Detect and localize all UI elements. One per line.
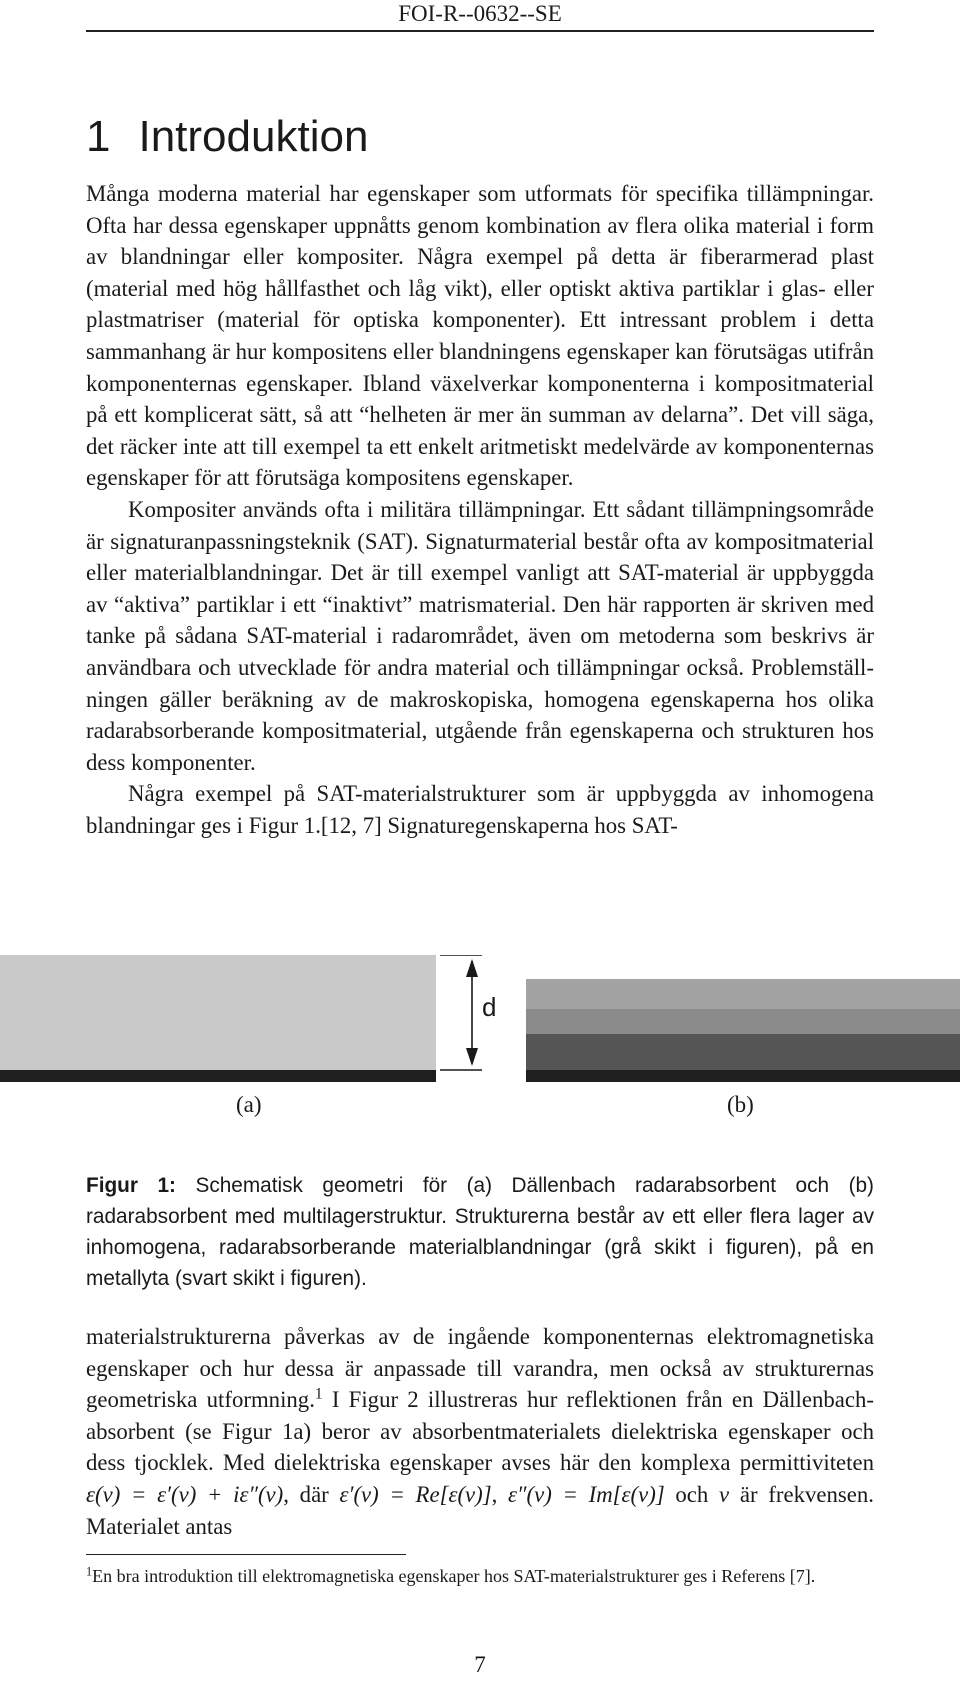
body-text-lower bbox=[86, 1321, 874, 1542]
section-heading bbox=[86, 112, 368, 162]
subfigure-label-b: (b) bbox=[727, 1092, 754, 1117]
metal-layer-a bbox=[0, 1070, 436, 1082]
absorber-layer-b-top bbox=[526, 979, 960, 1009]
figure-1-diagram bbox=[0, 955, 960, 1085]
paragraph-3: Några exempel på SAT-materialstrukturer som är uppbyggda av inhomogena blandningar ges i Figur 1.[12, 7] Signaturegenskaperna hos SAT- bbox=[86, 781, 874, 838]
paragraph-4-text-d: , bbox=[491, 1481, 509, 1507]
formula-imag-part: ε″(ν) = Im[ε(ν)] bbox=[508, 1481, 665, 1507]
page-number: 7 bbox=[474, 1652, 486, 1677]
caption-text: Schematisk geometri för (a) Dällenbach radarabsorbent och (b) radarabsorbent med multilagerstruktur. Strukturerna består av ett eller flera lager av inhomogena, radarabsorberande materialblandningar (grå skikt i figuren), på en metallyta (svart skikt i figuren). bbox=[86, 1174, 874, 1290]
section-number: 1 bbox=[86, 112, 111, 161]
body-text-upper bbox=[86, 178, 874, 841]
dimension-arrowhead-up bbox=[466, 959, 478, 977]
paragraph-1: Många moderna material har egenskaper som utformats för specifika tillämpningar. Ofta har dessa egenskaper uppnåtts genom kombination av flera olika material i form av blandningar eller kompositer. Några exempel på detta är fiberarmerad plast (material med hög hållfasthet och låg vikt), eller optiskt aktiva partiklar i glas- eller plastmatriser (material för optiska komponenter). Ett intressant problem i detta sammanhang är hur kompositens eller blandningens egenskaper kan förutsägas utifrån komponenternas egenskaper. Ibland växelverkar komponenterna i kompositmaterial på ett komplicerat sätt, så att “helheten är mer än summan av delarna”. Det vill säga, det räcker inte att till exempel ta ett enkelt aritmetiskt medelvärde av komponenternas egenskaper för att förutsäga kompositens egenskaper. bbox=[86, 181, 874, 491]
paragraph-4-text-b: I Figur 2 illustreras hur reflektionen från en Dällenbach-absorbent (se Figur 1a) beror av absorbentmaterialets dielektriska egenskaper och dess tjocklek. Med dielektriska egenskaper avses här den komplexa permittiviteten bbox=[86, 1387, 874, 1476]
footnote bbox=[86, 1562, 874, 1590]
footnote-ref: 1 bbox=[314, 1385, 323, 1403]
running-header bbox=[86, 0, 874, 32]
absorber-layer-b-mid bbox=[526, 1009, 960, 1034]
paragraph-4 bbox=[86, 1321, 874, 1542]
figure-caption bbox=[86, 1170, 874, 1294]
dimension-arrowhead-down bbox=[466, 1048, 478, 1066]
dimension-label: d bbox=[482, 992, 497, 1022]
absorber-layer-a bbox=[0, 955, 436, 1070]
formula-real-part: ε′(ν) = Re[ε(ν)] bbox=[339, 1481, 492, 1507]
paragraph-4-text-e: och bbox=[664, 1481, 720, 1507]
paragraph-4-text-f: är frekvensen. Materialet antas bbox=[86, 1481, 874, 1539]
caption-label: Figur 1: bbox=[86, 1174, 176, 1197]
subfigure-label-a: (a) bbox=[236, 1092, 262, 1117]
absorber-layer-b-bottom bbox=[526, 1034, 960, 1070]
formula-permittivity: ε(ν) = ε′(ν) + iε″(ν) bbox=[86, 1481, 284, 1507]
footnote-text: En bra introduktion till elektromagnetiska egenskaper hos SAT-materialstrukturer ges i Referens [7]. bbox=[92, 1566, 816, 1586]
paragraph-4-text-c: , där bbox=[283, 1481, 340, 1507]
section-title: Introduktion bbox=[138, 112, 369, 161]
footnote-rule bbox=[86, 1554, 406, 1555]
metal-layer-b bbox=[526, 1070, 960, 1082]
paragraph-2: Kompositer används ofta i militära tillämpningar. Ett sådant tillämpningsområde är signaturanpassningsteknik (SAT). Signaturmaterial består ofta av kompositmaterial eller materialblandningar. Det är till exempel vanligt att SAT-material är uppbyggda av “aktiva” partiklar i ett “inaktivt” matrismaterial. Den här rapporten är skriven med tanke på sådana SAT-material i radarområdet, även om metoderna som beskrivs är användbara och utvecklade för andra material och tillämpningar också. Problemställningen gäller beräkning av de makroskopiska, homogena egenskaperna hos olika radarabsorberande kompositmaterial, utgående från egenskaperna och strukturen hos dess komponenter. bbox=[86, 496, 874, 775]
paragraph-4-text-a: materialstrukturerna påverkas av de ingående komponenternas elektromagnetiska egenskaper och hur dessa är anpassade till varandra, men också av strukturernas geometriska utformning. bbox=[86, 1324, 874, 1413]
footnote-mark: 1 bbox=[86, 1564, 93, 1579]
formula-frequency: ν bbox=[719, 1481, 730, 1507]
report-id: FOI-R--0632--SE bbox=[398, 1, 562, 26]
